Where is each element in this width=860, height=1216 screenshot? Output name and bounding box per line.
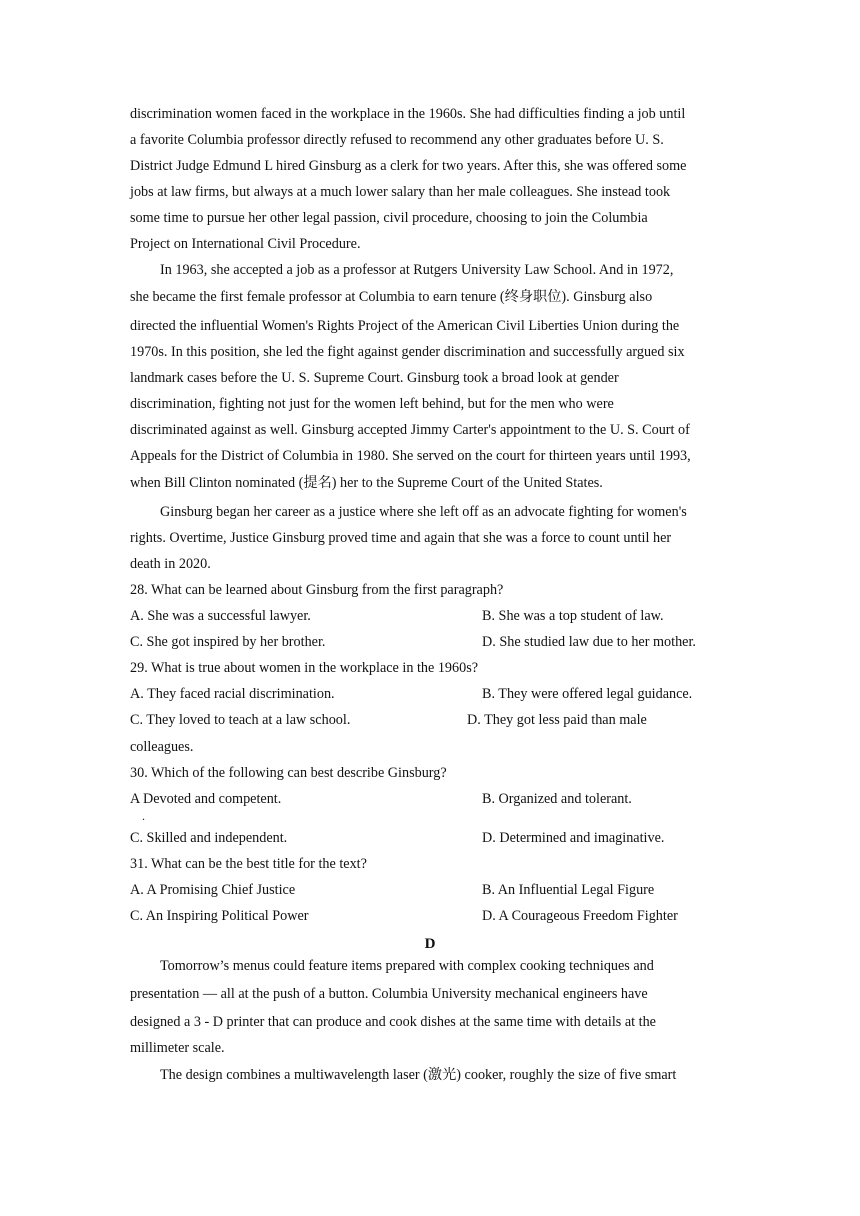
question-31-option-c: C. An Inspiring Political Power <box>130 908 309 924</box>
question-28-option-d: D. She studied law due to her mother. <box>482 634 696 650</box>
passage-c-p2-line: she became the first female professor at Columbia to earn tenure (终身职位). Ginsburg also <box>130 289 653 305</box>
passage-c-p2-line: discriminated against as well. Ginsburg accepted Jimmy Carter's appointment to the U. S. Court of <box>130 422 690 438</box>
question-29-option-d-continued: colleagues. <box>130 739 194 755</box>
question-28-option-a: A. She was a successful lawyer. <box>130 608 311 624</box>
passage-d-p1-line: millimeter scale. <box>130 1040 225 1056</box>
passage-c-p3-line: death in 2020. <box>130 556 211 572</box>
passage-c-p2-line: directed the influential Women's Rights Project of the American Civil Liberties Union during the <box>130 318 680 334</box>
question-30-option-a-dot: . <box>142 809 145 823</box>
question-31-option-d: D. A Courageous Freedom Fighter <box>482 908 678 924</box>
question-29-option-c: C. They loved to teach at a law school. <box>130 712 351 728</box>
question-31-option-a: A. A Promising Chief Justice <box>130 882 296 898</box>
passage-c-p1-line: Project on International Civil Procedure. <box>130 236 361 252</box>
passage-d-p1-line: presentation — all at the push of a button. Columbia University mechanical engineers have <box>130 986 648 1002</box>
question-29-option-d: D. They got less paid than male <box>467 712 647 728</box>
passage-c-p3-line: Ginsburg began her career as a justice where she left off as an advocate fighting for women's <box>160 504 687 520</box>
passage-d-heading: D <box>424 936 436 952</box>
passage-c-p1-line: jobs at law firms, but always at a much lower salary than her male colleagues. She instead took <box>130 184 671 200</box>
question-30-option-a: A Devoted and competent. <box>130 791 282 807</box>
passage-c-p2-line: 1970s. In this position, she led the fight against gender discrimination and successfully argued six <box>130 344 685 360</box>
question-31-stem: 31. What can be the best title for the text? <box>130 856 367 872</box>
question-30-stem: 30. Which of the following can best describe Ginsburg? <box>130 765 447 781</box>
question-29-stem: 29. What is true about women in the workplace in the 1960s? <box>130 660 479 676</box>
passage-c-p2-line: when Bill Clinton nominated (提名) her to the Supreme Court of the United States. <box>130 475 603 491</box>
passage-d-p2-line: The design combines a multiwavelength laser (激光) cooker, roughly the size of five smart <box>160 1067 677 1083</box>
question-28-option-c: C. She got inspired by her brother. <box>130 634 326 650</box>
passage-c-p3-line: rights. Overtime, Justice Ginsburg proved time and again that she was a force to count until her <box>130 530 672 546</box>
passage-c-p1-line: some time to pursue her other legal passion, civil procedure, choosing to join the Columbia <box>130 210 648 226</box>
question-31-option-b: B. An Influential Legal Figure <box>482 882 655 898</box>
question-30-option-d: D. Determined and imaginative. <box>482 830 665 846</box>
passage-c-p2-line: Appeals for the District of Columbia in 1980. She served on the court for thirteen years until 1993, <box>130 448 691 464</box>
question-28-stem: 28. What can be learned about Ginsburg from the first paragraph? <box>130 582 504 598</box>
passage-c-p2-line: In 1963, she accepted a job as a professor at Rutgers University Law School. And in 1972, <box>160 262 674 278</box>
passage-c-p1-line: District Judge Edmund L hired Ginsburg as a clerk for two years. After this, she was offered some <box>130 158 687 174</box>
question-29-option-a: A. They faced racial discrimination. <box>130 686 335 702</box>
passage-c-p2-line: landmark cases before the U. S. Supreme Court. Ginsburg took a broad look at gender <box>130 370 619 386</box>
passage-c-p2-line: discrimination, fighting not just for the women left behind, but for the men who were <box>130 396 614 412</box>
question-30-option-b: B. Organized and tolerant. <box>482 791 632 807</box>
passage-d-p1-line: designed a 3 - D printer that can produce and cook dishes at the same time with details at the <box>130 1014 656 1030</box>
question-28-option-b: B. She was a top student of law. <box>482 608 664 624</box>
passage-c-p1-line: a favorite Columbia professor directly refused to recommend any other graduates before U. S. <box>130 132 664 148</box>
passage-d-p1-line: Tomorrow’s menus could feature items prepared with complex cooking techniques and <box>160 958 654 974</box>
question-29-option-b: B. They were offered legal guidance. <box>482 686 693 702</box>
passage-c-p1-line: discrimination women faced in the workplace in the 1960s. She had difficulties finding a job until <box>130 106 686 122</box>
question-30-option-c: C. Skilled and independent. <box>130 830 288 846</box>
